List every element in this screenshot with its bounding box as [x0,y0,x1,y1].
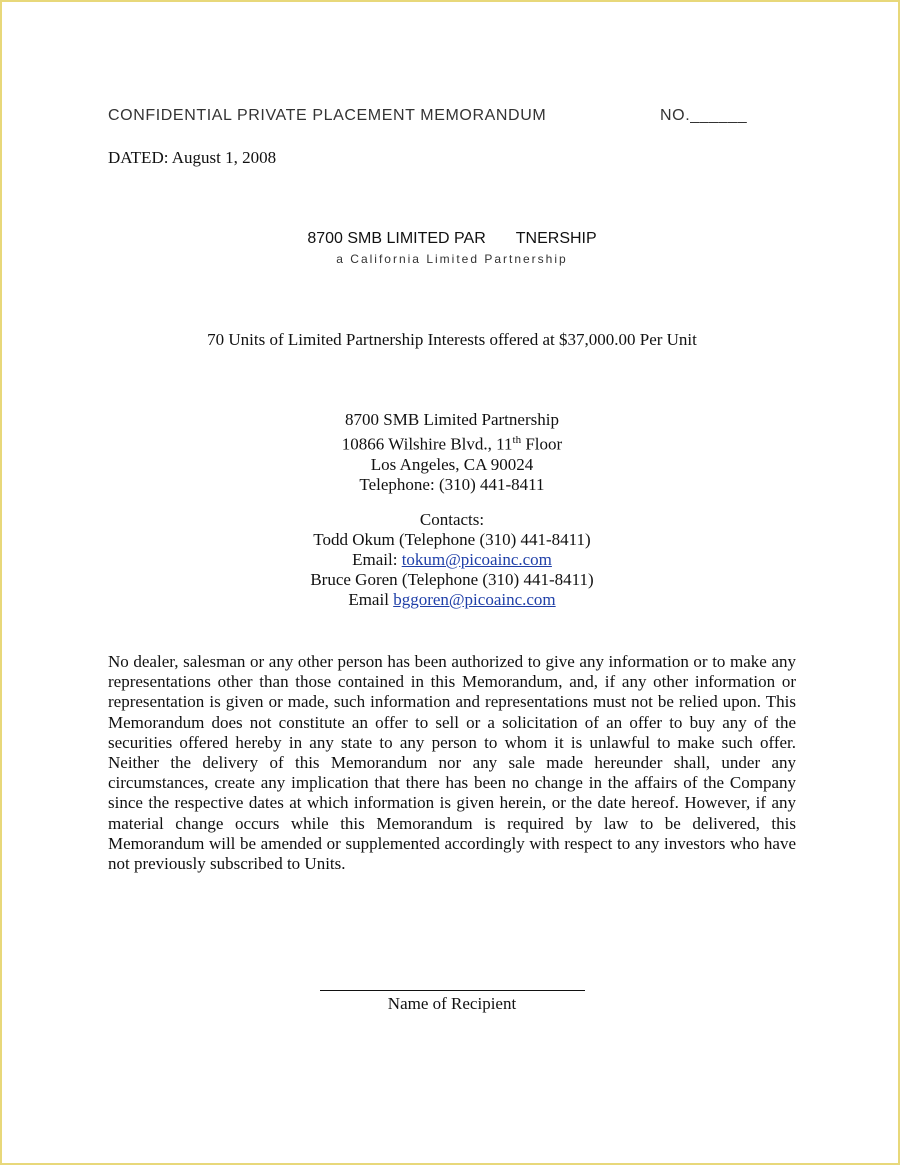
contacts-block [2,510,900,610]
address-block [2,410,900,495]
contacts-heading: Contacts: [419,510,485,529]
company-subtitle: a California Limited Partnership [336,252,568,266]
contact-email-2: Email bggoren@picoainc.com [348,590,556,609]
company-name-part1: 8700 SMB LIMITED PAR [307,230,486,247]
company-name-part2: TNERSHIP [515,230,597,247]
address-company: 8700 SMB Limited Partnership [345,410,559,429]
address-telephone: Telephone: (310) 441-8411 [359,474,545,494]
address-street: 10866 Wilshire Blvd., 11th Floor [341,434,563,454]
address-city: Los Angeles, CA 90024 [370,454,534,474]
contact-todd-okum: Todd Okum (Telephone (310) 441-8411) [313,530,591,549]
memorandum-number: NO.______ [660,107,748,124]
disclaimer-paragraph: No dealer, salesman or any other person has been authorized to give any information or to make any representations other than those contained in this Memorandum, and, if any other information or representation is given or made, such information and representations must not be relied upon. This Memorandum does not constitute an offer to sell or a solicitation of an offer to buy any of the securities offered hereby in any state to any person to whom it is unlawful to make such offer. Neither the delivery of this Memorandum nor any sale made hereunder shall, under any circumstances, create any implication that there has been no change in the affairs of the Company since the respective dates at which information is given herein, or the date hereof. However, if any material change occurs while this Memorandum is required by law to be delivered, this Memorandum will be amended or supplemented accordingly with respect to any investors who have not previously subscribed to Units. [108,652,796,874]
offering-line: 70 Units of Limited Partnership Interests offered at $37,000.00 Per Unit [207,330,697,349]
signature-label: Name of Recipient [387,994,517,1013]
memorandum-title: CONFIDENTIAL PRIVATE PLACEMENT MEMORANDUM [108,107,547,124]
document-header [108,107,748,131]
email-link-bggoren[interactable]: bggoren@picoainc.com [393,590,556,609]
contact-bruce-goren: Bruce Goren (Telephone (310) 441-8411) [310,570,594,589]
email-link-tokum[interactable]: tokum@picoainc.com [401,550,552,569]
contact-email-1: Email: tokum@picoainc.com [352,550,552,569]
company-name [2,230,900,248]
dated-line: DATED: August 1, 2008 [108,148,277,167]
signature-line [320,990,585,991]
